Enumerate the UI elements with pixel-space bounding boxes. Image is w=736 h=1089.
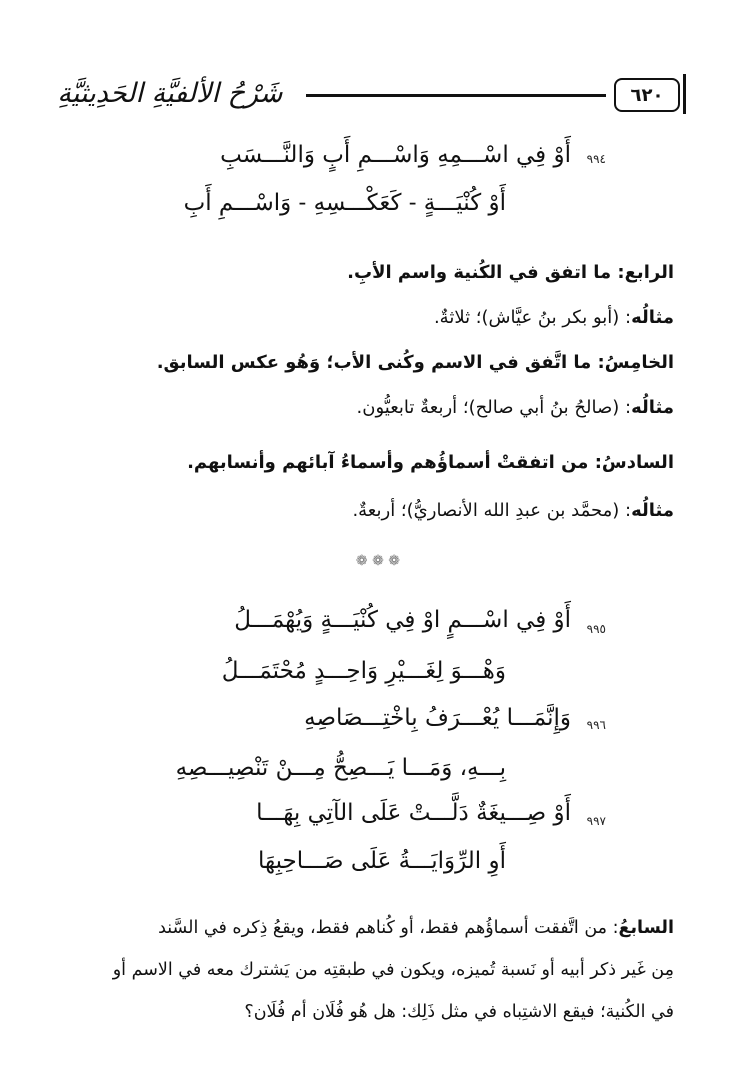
verse-hemistich: وَإِنَّمَـــا يُعْـــرَفُ بِاخْتِـــصَاصِهِ xyxy=(304,705,571,731)
paragraph-line: مِن غَير ذكر أبيه أو نَسبة تُميزه، ويكون في طبقتِه من يَشترك معه في الاسم أو xyxy=(112,960,674,980)
example-line xyxy=(434,307,674,328)
example-line xyxy=(352,500,674,521)
verse-hemistich: أَوْ صِـــيغَةٌ دَلَّـــتْ عَلَى الآتِي بِهَـــا xyxy=(256,800,571,826)
example-line xyxy=(357,397,674,418)
ornament-icon: ❁ ❁ ❁ xyxy=(355,553,400,569)
section-text: : من اتفقتْ أسماؤُهم وأسماءُ آبائهم وأنسابهم. xyxy=(187,452,602,473)
example-label: مثالُه xyxy=(631,307,674,328)
verse-number: ٩٩٤ xyxy=(586,152,606,166)
section-separator xyxy=(340,554,400,568)
verse-number: ٩٩٧ xyxy=(586,814,606,828)
section-label: الرابع xyxy=(624,262,674,283)
page-number: ٦٢٠ xyxy=(614,78,680,112)
section-text: : ما اتَّفق في الاسم وكُنى الأب؛ وَهُو عكس السابق. xyxy=(156,352,605,373)
example-label: مثالُه xyxy=(631,500,674,521)
verse-hemistich: أَوْ كُنْيَـــةٍ - كَعَكْـــسِهِ - وَاسْـــمِ أَبِ xyxy=(183,190,506,216)
header-rule xyxy=(306,94,606,97)
section-heading xyxy=(187,452,674,473)
section-label: السادسُ xyxy=(601,452,674,473)
paragraph-text: : من اتَّفقت أسماؤُهم فقط، أو كُناهم فقط، ويقعُ ذِكره في السَّند xyxy=(158,918,619,938)
section-label: السابعُ xyxy=(618,918,674,938)
verse-hemistich: بِـــهِ، وَمَـــا يَـــصِحُّ مِـــنْ تَنْصِيـــصِهِ xyxy=(175,755,506,781)
verse-hemistich: أَوْ فِي اسْـــمٍ اوْ فِي كُنْيَـــةٍ وَيُهْمَـــلُ xyxy=(234,607,571,633)
page-header xyxy=(57,72,680,118)
verse-hemistich: وَهْـــوَ لِغَـــيْرِ وَاحِـــدٍ مُحْتَمَـــلُ xyxy=(221,658,506,684)
section-heading xyxy=(347,262,674,283)
example-text: : (صالحُ بنُ أبي صالح)؛ أربعةٌ تابعيُّون. xyxy=(356,397,632,418)
example-text: : (محمَّد بن عبدِ الله الأنصاريُّ)؛ أربعةٌ. xyxy=(352,500,632,521)
paragraph-line: في الكُنية؛ فيقع الاشتِباه في مثل ذَلِك: هل هُو فُلَان أم فُلَان؟ xyxy=(244,1002,674,1022)
verse-hemistich: أَوْ فِي اسْـــمِهِ وَاسْـــمِ أَبٍ وَالنَّـــسَبِ xyxy=(220,142,571,168)
verse-hemistich: أَوِ الرِّوَايَـــةُ عَلَى صَـــاحِبِهَا xyxy=(258,848,506,874)
section-heading xyxy=(157,352,674,373)
example-text: : (أبو بكر بنُ عيَّاش)؛ ثلاثةٌ. xyxy=(433,307,632,328)
paragraph-line xyxy=(64,918,674,938)
section-text: : ما اتفق في الكُنية واسم الأبِ. xyxy=(347,262,625,283)
verse-number: ٩٩٥ xyxy=(586,622,606,636)
example-label: مثالُه xyxy=(631,397,674,418)
verse-number: ٩٩٦ xyxy=(586,718,606,732)
book-title: شَرْحُ الألفيَّةِ الحَدِيثيَّةِ xyxy=(57,77,283,109)
section-label: الخامِسُ xyxy=(604,352,674,373)
